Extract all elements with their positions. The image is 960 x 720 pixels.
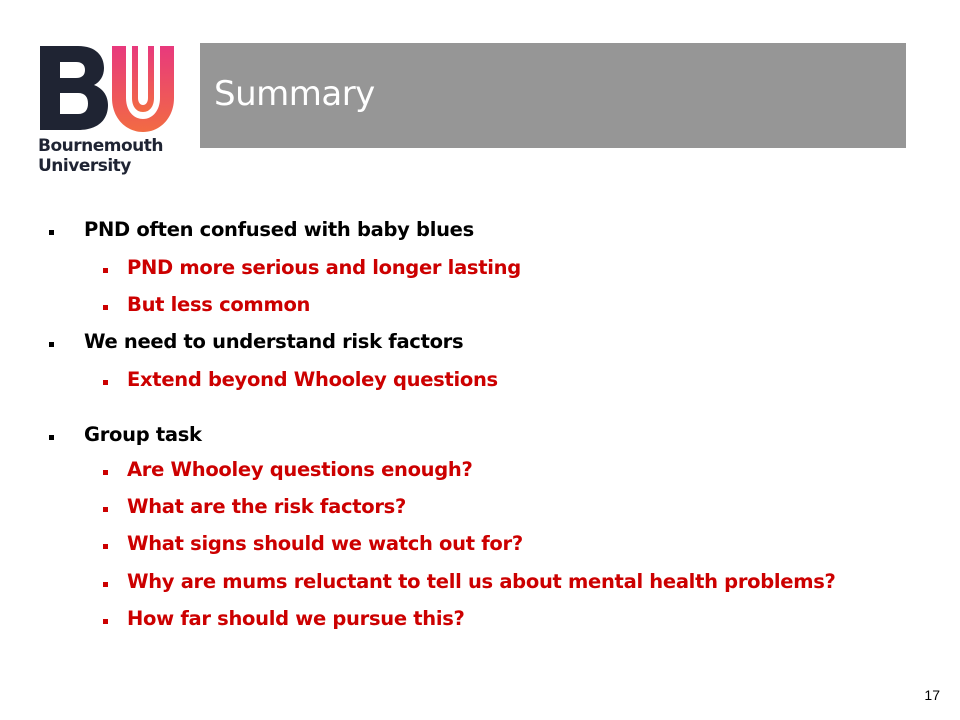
bullet-square-icon bbox=[103, 544, 108, 549]
bullet-square-icon bbox=[103, 305, 108, 310]
bullet-square-icon bbox=[103, 507, 108, 512]
logo-wordmark bbox=[38, 136, 163, 176]
bullet-square-icon bbox=[103, 470, 108, 475]
bullet-item: We need to understand risk factors bbox=[84, 330, 463, 353]
bullet-square-icon bbox=[103, 268, 108, 273]
bullet-square-icon bbox=[49, 230, 54, 235]
bullet-square-icon bbox=[103, 619, 108, 624]
bu-logo-mark-icon bbox=[38, 40, 178, 136]
bullet-square-icon bbox=[103, 582, 108, 587]
sub-bullet-item: What are the risk factors? bbox=[127, 495, 406, 518]
sub-bullet-item: Why are mums reluctant to tell us about mental health problems? bbox=[127, 570, 836, 593]
bullet-item: Group task bbox=[84, 423, 202, 446]
logo-line-1: Bournemouth bbox=[38, 136, 163, 156]
bullet-item: PND often confused with baby blues bbox=[84, 218, 474, 241]
title-bar bbox=[200, 43, 906, 148]
slide-title: Summary bbox=[214, 74, 375, 114]
bullet-square-icon bbox=[49, 342, 54, 347]
sub-bullet-item: What signs should we watch out for? bbox=[127, 532, 523, 555]
sub-bullet-item: How far should we pursue this? bbox=[127, 607, 465, 630]
sub-bullet-item: Are Whooley questions enough? bbox=[127, 458, 473, 481]
sub-bullet-item: Extend beyond Whooley questions bbox=[127, 368, 498, 391]
sub-bullet-item: But less common bbox=[127, 293, 310, 316]
bullet-square-icon bbox=[49, 435, 54, 440]
sub-bullet-item: PND more serious and longer lasting bbox=[127, 256, 521, 279]
bullet-square-icon bbox=[103, 380, 108, 385]
bournemouth-university-logo bbox=[38, 40, 178, 180]
logo-line-2: University bbox=[38, 156, 131, 176]
page-number: 17 bbox=[924, 687, 940, 703]
